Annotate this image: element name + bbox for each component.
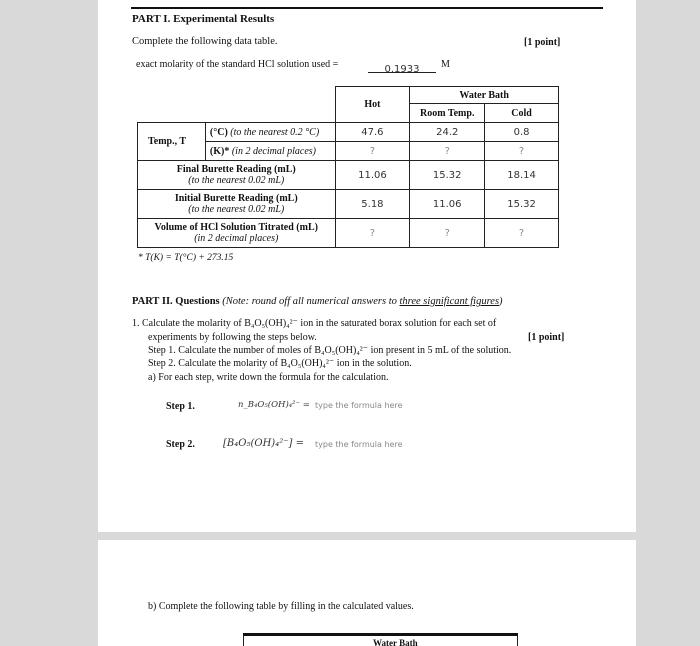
- cell-volume-hot[interactable]: ?: [335, 219, 410, 248]
- step1-label: Step 1.: [166, 401, 195, 412]
- worksheet-page-1: [98, 0, 636, 532]
- cell-k-cold[interactable]: ?: [485, 142, 559, 161]
- table-footnote: * T(K) = T(°C) + 273.15: [138, 253, 234, 263]
- molarity-unit: M: [441, 59, 450, 70]
- cell-initial-room[interactable]: 11.06: [410, 190, 485, 219]
- part-b-instruction: b) Complete the following table by filling in the calculated values.: [148, 601, 414, 612]
- col-water-bath: Water Bath: [410, 87, 559, 104]
- part1-title: PART I. Experimental Results: [132, 13, 275, 25]
- part1-instruction: Complete the following data table.: [132, 36, 278, 47]
- question-1-points: [1 point]: [528, 332, 565, 343]
- cell-initial-cold[interactable]: 15.32: [485, 190, 559, 219]
- molarity-label: exact molarity of the standard HCl solution used =: [136, 59, 339, 70]
- molarity-value: 0.1933: [384, 64, 420, 75]
- cell-initial-hot[interactable]: 5.18: [335, 190, 410, 219]
- worksheet-page-2: [98, 540, 636, 646]
- question-1-line2: experiments by following the steps below.: [148, 332, 317, 343]
- step2-label: Step 2.: [166, 439, 195, 450]
- results-table: [137, 86, 559, 248]
- molarity-field[interactable]: [368, 59, 436, 73]
- cell-final-room[interactable]: 15.32: [410, 161, 485, 190]
- cell-volume-room[interactable]: ?: [410, 219, 485, 248]
- col-room: Room Temp.: [410, 104, 485, 123]
- cell-c-room[interactable]: 24.2: [410, 123, 485, 142]
- step2-instruction: Step 2. Calculate the molarity of B₄O₅(OH)₄²⁻ ion in the solution.: [148, 358, 412, 369]
- page2-table-header: Water Bath: [373, 638, 418, 646]
- temp-label: Temp., T: [138, 123, 206, 161]
- step1-formula: n_B₄O₅(OH)₄²⁻ =: [238, 400, 310, 410]
- step2-formula: [B₄O₅(OH)₄²⁻] =: [223, 438, 304, 449]
- step2-formula-input[interactable]: type the formula here: [315, 440, 403, 449]
- cell-k-room[interactable]: ?: [410, 142, 485, 161]
- part-a-instruction: a) For each step, write down the formula for the calculation.: [148, 372, 389, 383]
- row-c-label: (°C) (to the nearest 0.2 °C): [205, 123, 335, 142]
- part1-points: [1 point]: [524, 37, 561, 48]
- col-hot: Hot: [335, 87, 410, 123]
- question-1-line1: 1. Calculate the molarity of B₄O₅(OH)₄²⁻ ion in the saturated borax solution for each set of: [132, 318, 497, 329]
- final-label: Final Burette Reading (mL) (to the nearest 0.02 mL): [138, 161, 336, 190]
- part2-header: PART II. Questions (Note: round off all numerical answers to three significant figures): [132, 296, 503, 307]
- cell-volume-cold[interactable]: ?: [485, 219, 559, 248]
- cell-k-hot[interactable]: ?: [335, 142, 410, 161]
- step1-instruction: Step 1. Calculate the number of moles of B₄O₅(OH)₄²⁻ ion present in 5 mL of the solution.: [148, 345, 512, 356]
- cell-final-hot[interactable]: 11.06: [335, 161, 410, 190]
- top-rule: [131, 7, 603, 9]
- step1-formula-input[interactable]: type the formula here: [315, 401, 403, 410]
- volume-label: Volume of HCl Solution Titrated (mL) (in 2 decimal places): [138, 219, 336, 248]
- cell-c-cold[interactable]: 0.8: [485, 123, 559, 142]
- col-cold: Cold: [485, 104, 559, 123]
- cell-c-hot[interactable]: 47.6: [335, 123, 410, 142]
- initial-label: Initial Burette Reading (mL) (to the nearest 0.02 mL): [138, 190, 336, 219]
- cell-final-cold[interactable]: 18.14: [485, 161, 559, 190]
- row-k-label: (K)* (in 2 decimal places): [205, 142, 335, 161]
